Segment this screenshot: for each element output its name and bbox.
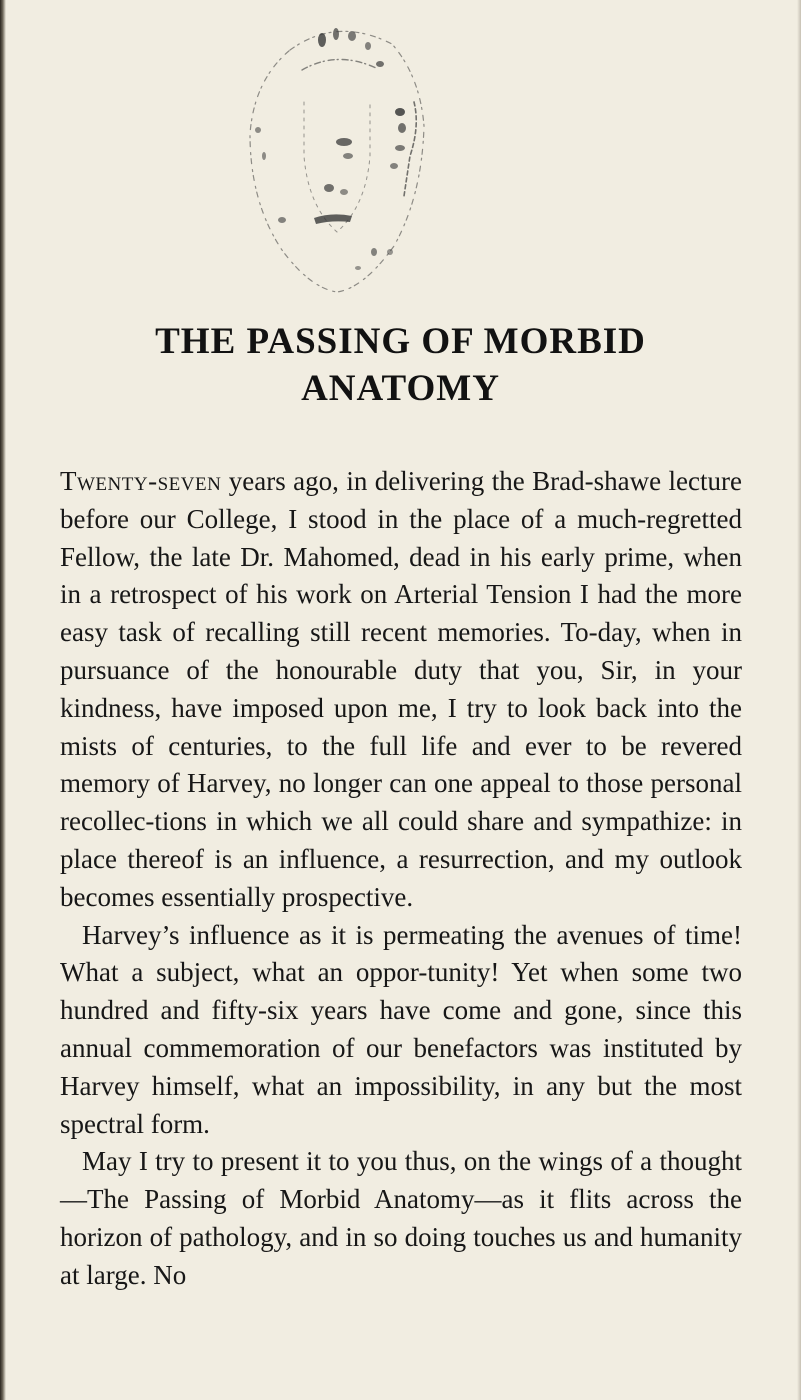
paragraph-1 [60,463,742,917]
body-text [60,463,742,1295]
page-edge-shadow [797,0,801,1400]
chapter-title-line-2: ANATOMY [301,368,500,409]
paragraph-2: Harvey’s influence as it is permeating the avenues of time! What a subject, what an oppor-tunity! Yet when some two hundred and fifty-six years have come and gone, since this annual commemoration of our benefactors was instituted by Harvey himself, what an impossibility, in any but the most spectral form. [60,919,742,1139]
spine-shadow [0,0,6,1400]
paragraph-3: May I try to present it to you thus, on the wings of a thought—The Passing of Morbid Anatomy—as it flits across the horizon of pathology, and in so doing touches us and humanity at large. No [60,1146,742,1290]
college-seal-icon [224,6,450,302]
chapter-title-line-1: THE PASSING OF MORBID [155,321,646,362]
paragraph-1-text: years ago, in delivering the Brad-shawe lecture before our College, I stood in the place of a much-regretted Fellow, the late Dr. Mahomed, dead in his early prime, when in a retrospect of his work on Arterial Tension I had the more easy task of recalling still recent memories. To-day, when in pursuance of the honourable duty that you, Sir, in your kindness, have imposed upon me, I try to look back into the mists of centuries, to the full life and ever to be revered memory of Harvey, no longer can one appeal to those personal recollec-tions in which we all could share and sympathize: in place thereof is an influence, a resurrection, and my outlook becomes essentially prospective. [60,466,742,912]
opening-smallcaps: Twenty-seven [60,466,222,496]
